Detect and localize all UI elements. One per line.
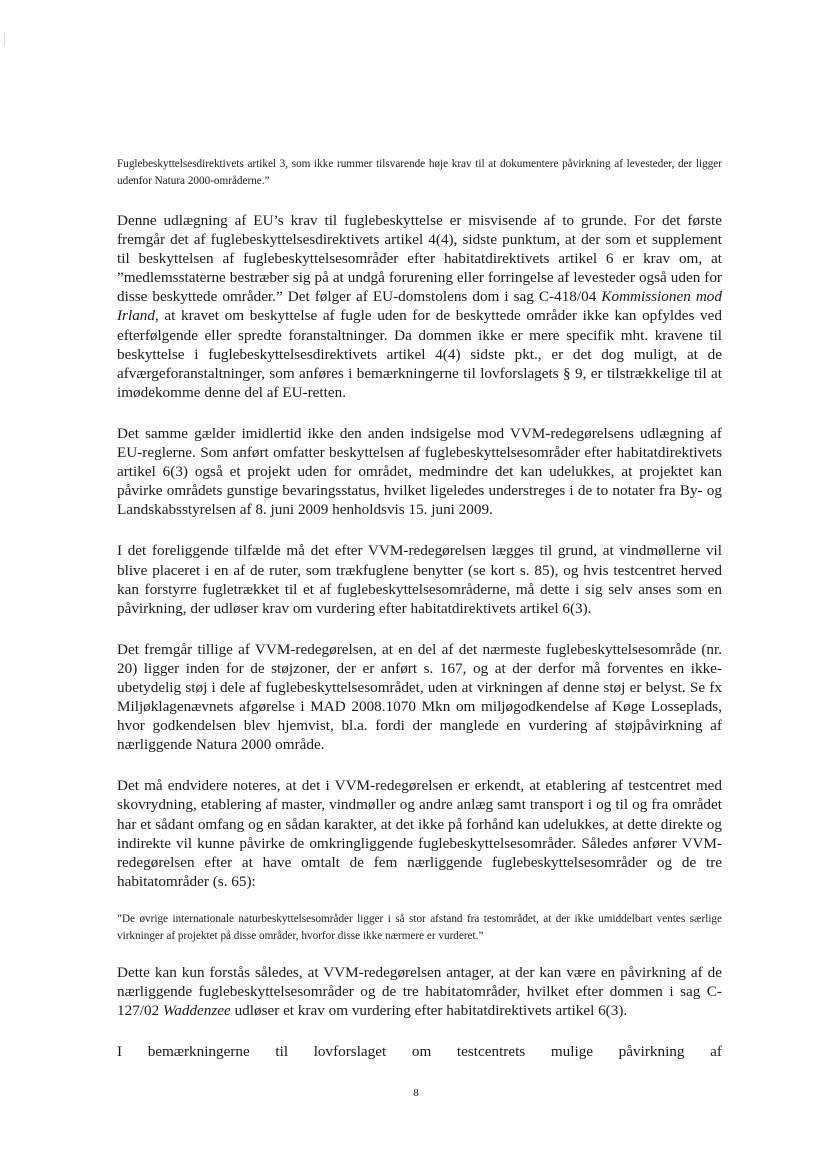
word: om: [411, 1043, 432, 1061]
paragraph-6-text-a: Dette kan kun forstås således, at VVM-redegørelsen antager, at der kan være en påvirkning af de nærliggende fuglebeskyttelsesområder og de tre habitatområder, hvilket efter dommen i sag C-127/02: [117, 963, 722, 1020]
paragraph-1: [117, 211, 722, 402]
paragraph-3: I det foreliggende tilfælde må det efter VVM-redegørelsen lægges til grund, at vindmøllerne vil blive placeret i en af de ruter, som trækfuglene benytter (se kort s. 85), og hvis testcentret herved kan forstyrre fugletrækket til et af fuglebeskyttelsesområderne, må dette i sig selv anses som en påvirkning, der udløser krav om vurdering efter habitatdirektivets artikel 6(3).: [117, 542, 722, 617]
paragraph-4: Det fremgår tillige af VVM-redegørelsen, at en del af det nærmeste fuglebeskyttelsesområde (nr. 20) ligger inden for de støjzoner, der er anført s. 167, og at der derfor må forventes en ikke-ubetydelig støj i dele af fuglebeskyttelsesområdet, uden at virkningen af denne støj er belyst. Se fx Miljøklagenævnets afgørelse i MAD 2008.1070 Mkn om miljøgodkendelse af Køge Losseplads, hvor godkendelsen blev hjemvist, bl.a. fordi der manglede en vurdering af støjpåvirkning af nærliggende Natura 2000 område.: [117, 640, 722, 754]
case-name-waddenzee: Waddenzee: [163, 1002, 231, 1020]
word: lovforslaget: [313, 1043, 387, 1061]
block-quote-top: Fuglebeskyttelsesdirektivets artikel 3, som ikke rummer tilsvarende høje krav til at dokumentere påvirkning af levesteder, der ligger udenfor Natura 2000-områderne.”: [117, 158, 722, 187]
scan-margin-mark: [4, 32, 5, 46]
paragraph-6-text-b: udløser et krav om vurdering efter habitatdirektivets artikel 6(3).: [230, 1002, 628, 1020]
paragraph-1-text-b: , at kravet om beskyttelse af fugle uden for de beskyttede områder ikke kan opfyldes ved efterfølgende eller spredte foranstaltninger. Da dommen ikke er mere specifik mht. kravene til beskyttelse i fuglebeskyttelsesdirektivets artikel 4(4) sidste pkt., er det dog muligt, at de afværgeforanstaltninger, som anføres i bemærkningerne til lovforslagets § 9, er tilstrækkelige til at imødekomme denne del af EU-retten.: [117, 307, 722, 401]
block-quote-middle: ”De øvrige internationale naturbeskyttelsesområder ligger i så stor afstand fra testområdet, at der ikke umiddelbart ventes særlige virkninger af projektet på disse områder, hvorfor disse ikke nærmere er vurderet.”: [117, 912, 722, 942]
word: bemærkningerne: [147, 1043, 250, 1061]
page-number: 8: [413, 1087, 419, 1099]
paragraph-5: Det må endvidere noteres, at det i VVM-redegørelsen er erkendt, at etablering af testcentret med skovrydning, etablering af master, vindmøller og andre anlæg samt transport i og til og fra området har et sådant omfang og en sådan karakter, at det ikke på forhånd kan udelukkes, at dette direkte og indirekte vil kunne påvirke de omkringliggende fuglebeskyttelsesområder. Således anfører VVM-redegørelsen efter at have omtalt de fem nærliggende fuglebeskyttelsesområder og de tre habitatområder (s. 65):: [117, 777, 722, 890]
word: testcentrets: [456, 1043, 526, 1061]
paragraph-6: [117, 963, 722, 1020]
word: I: [117, 1043, 123, 1061]
word: mulige: [550, 1043, 594, 1061]
paragraph-2: Det samme gælder imidlertid ikke den anden indsigelse mod VVM-redegørelsens udlægning af EU-reglerne. Som anført omfatter beskyttelsen af fuglebeskyttelsesområder efter habitatdirektivets artikel 6(3) også et projekt uden for området, medmindre det kan udelukkes, at projektet kan påvirke områdets gunstige bevaringsstatus, hvilket ligeledes understreges i de to notater fra By- og Landskabsstyrelsen af 8. juni 2009 henholdsvis 15. juni 2009.: [117, 424, 722, 519]
word: til: [275, 1043, 289, 1061]
paragraph-1-text-a: Denne udlægning af EU’s krav til fuglebeskyttelse er misvisende af to grunde. For det første fremgår det af fuglebeskyttelsesdirektivets artikel 4(4), sidste punktum, at der som et supplement til beskyttelsen af fuglebeskyttelsesområder efter habitatdirektivets artikel 6 er krav om, at ”medlemsstaterne bestræber sig på at undgå forurening eller forringelse af levesteder også uden for disse beskyttede områder.” Det følger af EU-domstolens dom i sag C-418/04: [117, 212, 722, 306]
paragraph-7-first-line: [117, 1042, 722, 1061]
document-page: [117, 156, 722, 1061]
word: påvirkning: [618, 1043, 685, 1061]
word: af: [710, 1043, 722, 1061]
case-name-kommissionen-mod-irland: Kommissionen mod Irland: [117, 288, 722, 325]
